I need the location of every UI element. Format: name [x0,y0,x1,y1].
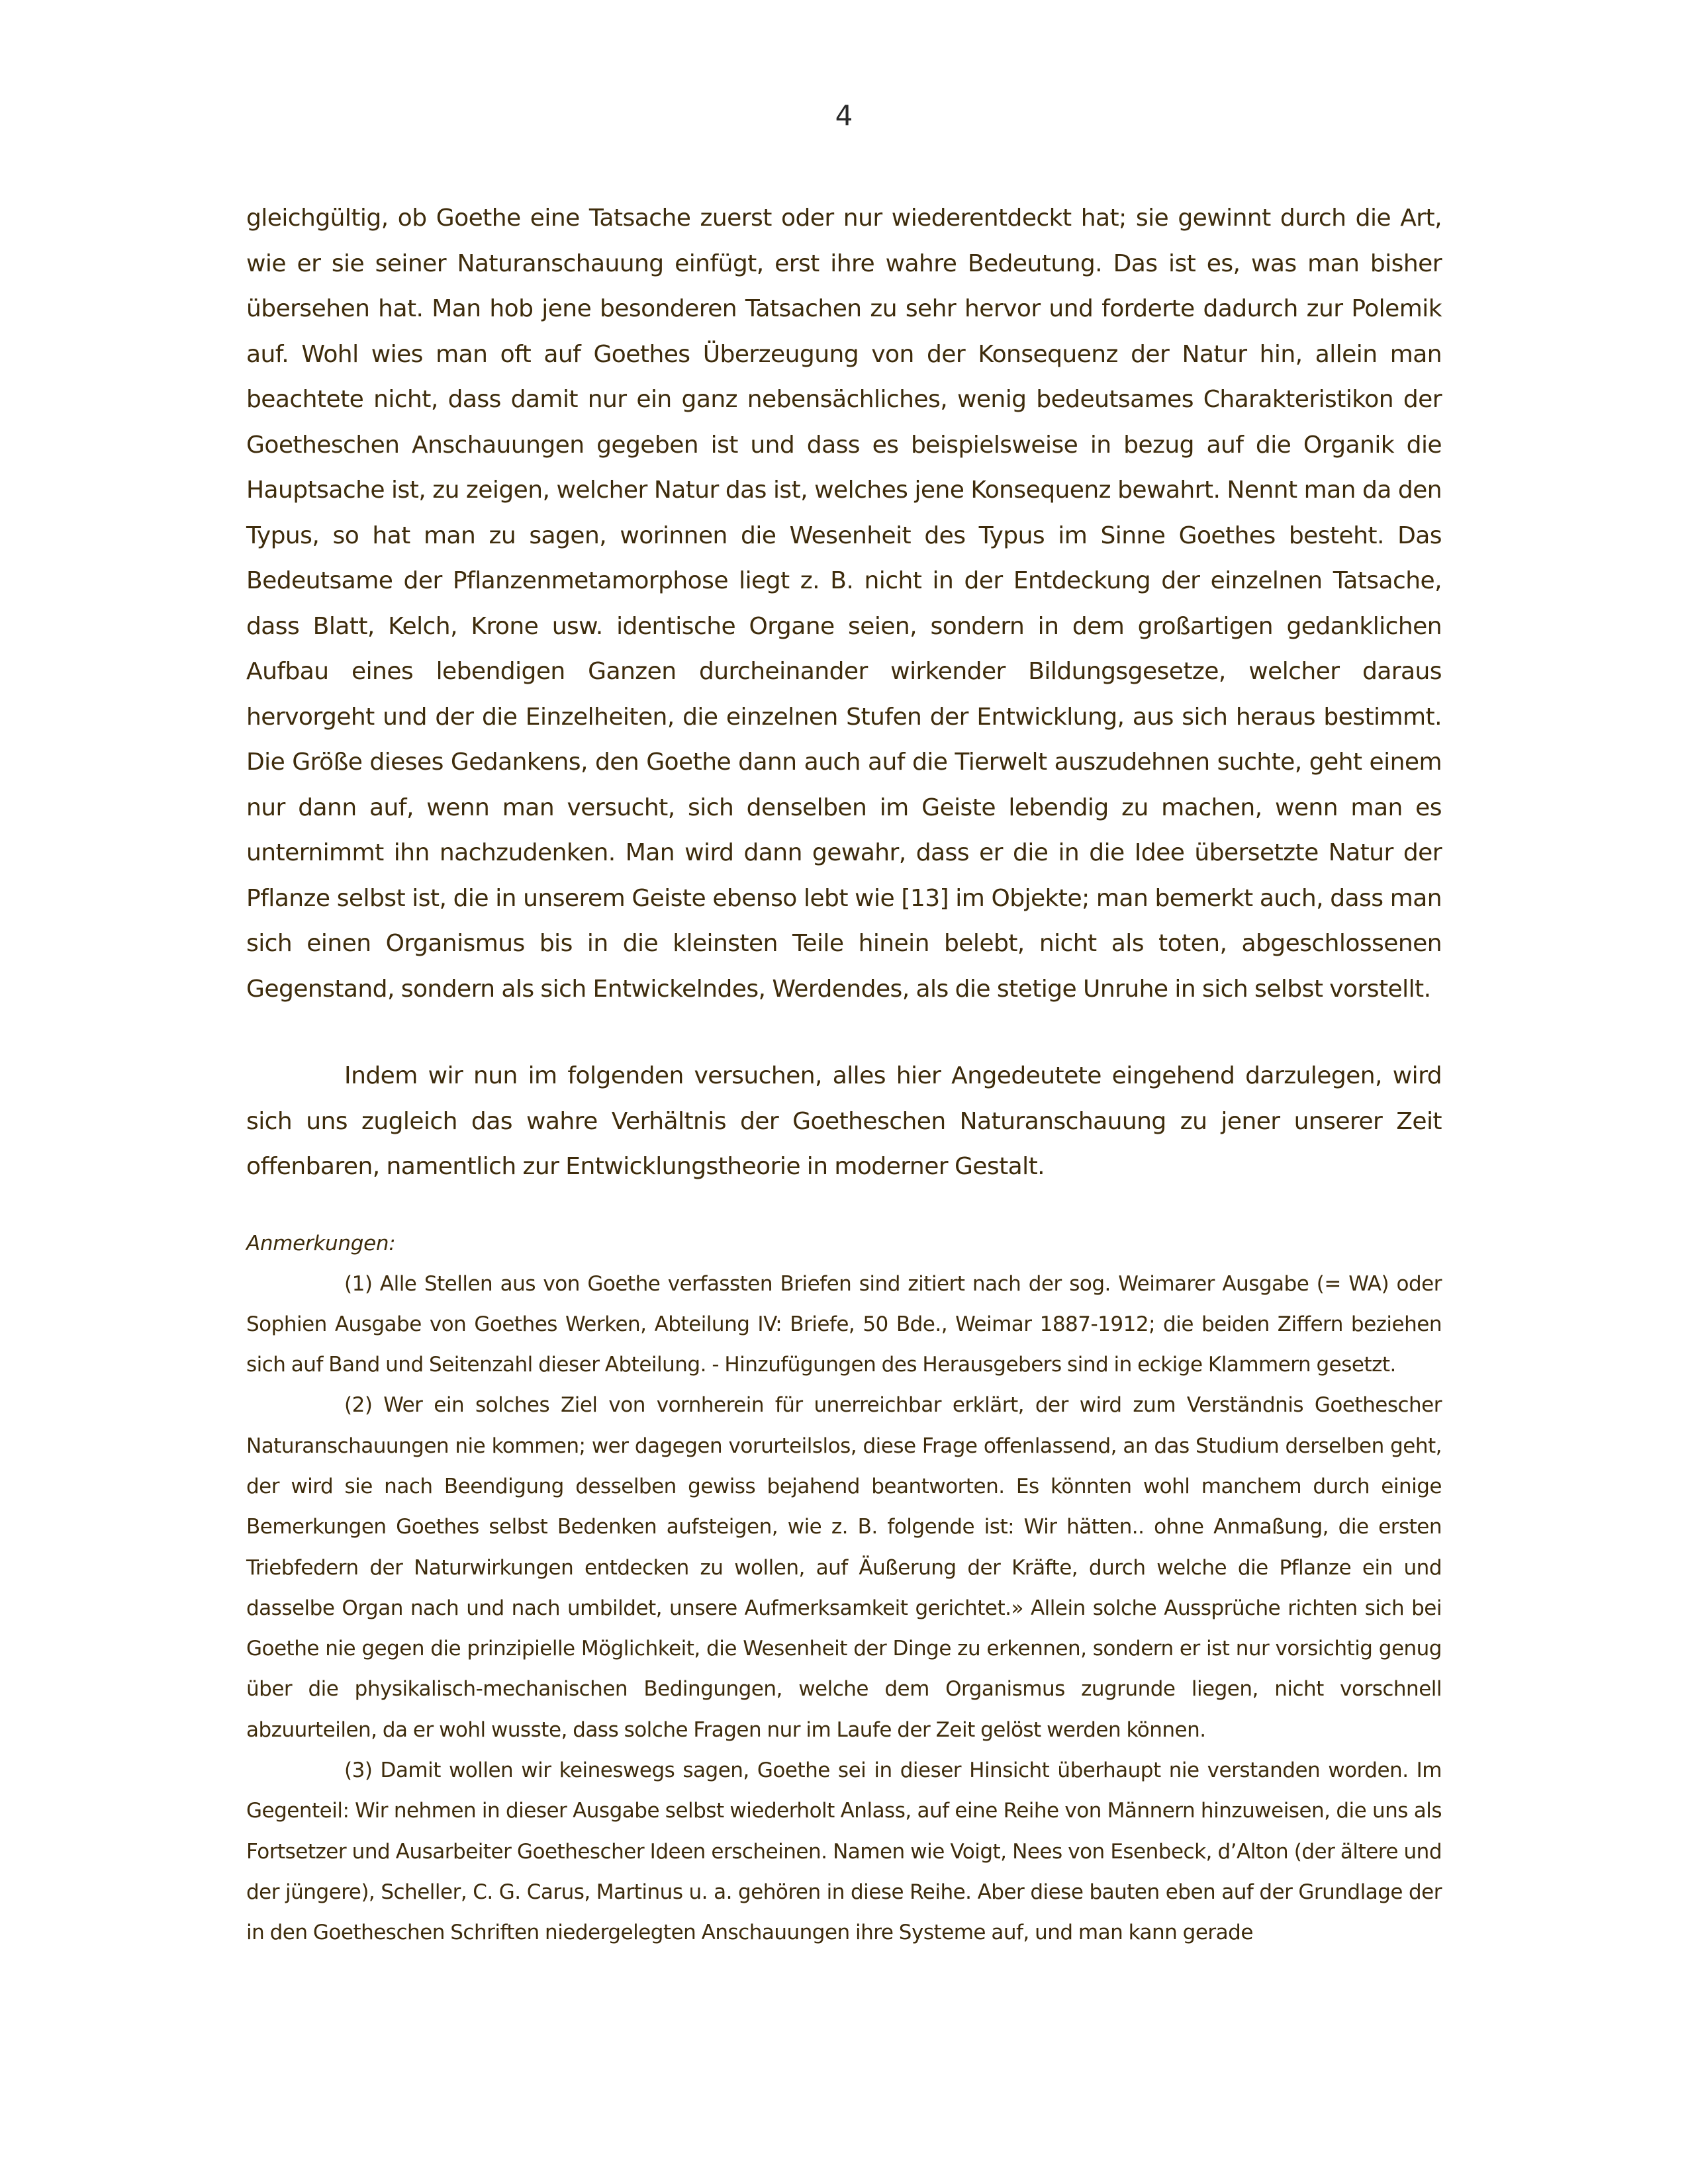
footnotes-section [246,1223,1442,1954]
footnote-1: (1) Alle Stellen aus von Goethe verfassten Briefen sind zitiert nach der sog. Weimarer Ausgabe (= WA) oder Sophien Ausgabe von Goethes Werken, Abteilung IV: Briefe, 50 Bde., Weimar 1887-1912; die beiden Ziffern beziehen sich auf Band und Seitenzahl dieser Abteilung. - Hinzufügungen des Herausgebers sind in eckige Klammern gesetzt. [246,1271,1442,1377]
footnote-3: (3) Damit wollen wir keineswegs sagen, Goethe sei in dieser Hinsicht überhaupt nie verstanden worden. Im Gegenteil: Wir nehmen in dieser Ausgabe selbst wiederholt Anlass, auf eine Reihe von Männern hinzuweisen, die uns als Fortsetzer und Ausarbeiter Goethescher Ideen erscheinen. Namen wie Voigt, Nees von Esenbeck, d’Alton (der ältere und der jüngere), Scheller, C. G. Carus, Martinus u. a. gehören in diese Reihe. Aber diese bauten eben auf der Grundlage der in den Goetheschen Schriften niedergelegten Anschauungen ihre Systeme auf, und man kann gerade [246,1758,1442,1945]
footnote-2: (2) Wer ein solches Ziel von vornherein für unerreichbar erklärt, der wird zum Verständnis Goethescher Naturanschauungen nie kommen; wer dagegen vorurteilslos, diese Frage offenlassend, an das Studium derselben geht, der wird sie nach Beendigung desselben gewiss bejahend beantworten. Es könnten wohl manchem durch einige Bemerkungen Goethes selbst Bedenken aufsteigen, wie z. B. folgende ist: Wir hätten.. ohne Anmaßung, die ersten Triebfedern der Naturwirkungen entdecken zu wollen, auf Äußerung der Kräfte, durch welche die Pflanze ein und dasselbe Organ nach und nach umbildet, unsere Aufmerksamkeit gerichtet.» Allein solche Aussprüche richten sich bei Goethe nie gegen die prinzipielle Möglichkeit, die Wesenheit der Dinge zu erkennen, sondern er ist nur vorsichtig genug über die physikalisch-mechanischen Bedingungen, welche dem Organismus zugrunde liegen, nicht vorschnell abzuurteilen, da er wohl wusste, dass solche Fragen nur im Laufe der Zeit gelöst werden können. [246,1393,1442,1742]
body-paragraph: gleichgültig, ob Goethe eine Tatsache zuerst oder nur wiederentdeckt hat; sie gewinnt durch die Art, wie er sie seiner Naturanschauung einfügt, erst ihre wahre Bedeutung. Das ist es, was man bisher übersehen hat. Man hob jene besonderen Tatsachen zu sehr hervor und forderte dadurch zur Polemik auf. Wohl wies man oft auf Goethes Überzeugung von der Konsequenz der Natur hin, allein man beachtete nicht, dass damit nur ein ganz nebensächliches, wenig bedeutsames Charakteristikon der Goetheschen Anschauungen gegeben ist und dass es beispielsweise in bezug auf die Organik die Hauptsache ist, zu zeigen, welcher Natur das ist, welches jene Konsequenz bewahrt. Nennt man da den Typus, so hat man zu sagen, worinnen die Wesenheit des Typus im Sinne Goethes besteht. Das Bedeutsame der Pflanzenmetamorphose liegt z. B. nicht in der Entdeckung der einzelnen Tatsache, dass Blatt, Kelch, Krone usw. identische Organe seien, sondern in dem großartigen gedanklichen Aufbau eines lebendigen Ganzen durcheinander wirkender Bildungsgesetze, welcher daraus hervorgeht und der die Einzelheiten, die einzelnen Stufen der Entwicklung, aus sich heraus bestimmt. Die Größe dieses Gedankens, den Goethe dann auch auf die Tierwelt auszudehnen suchte, geht einem nur dann auf, wenn man versucht, sich denselben im Geiste lebendig zu machen, wenn man es unternimmt ihn nachzudenken. Man wird dann gewahr, dass er die in die Idee übersetzte Natur der Pflanze selbst ist, die in unserem Geiste ebenso lebt wie [13] im Objekte; man bemerkt auch, dass man sich einen Organismus bis in die kleinsten Teile hinein belebt, nicht als toten, abgeschlossenen Gegenstand, sondern als sich Entwickelndes, Werdendes, als die stetige Unruhe in sich selbst vorstellt. [246,205,1442,1003]
notes-heading: Anmerkungen: [246,1231,396,1255]
page-number: 4 [835,99,853,132]
body-paragraph: Indem wir nun im folgenden versuchen, alles hier Angedeutete eingehend darzulegen, wird sich uns zugleich das wahre Verhältnis der Goetheschen Naturanschauung zu jener unserer Zeit offenbaren, namentlich zur Entwicklungstheorie in moderner Gestalt. [246,1062,1442,1180]
document-body [246,196,1442,1954]
